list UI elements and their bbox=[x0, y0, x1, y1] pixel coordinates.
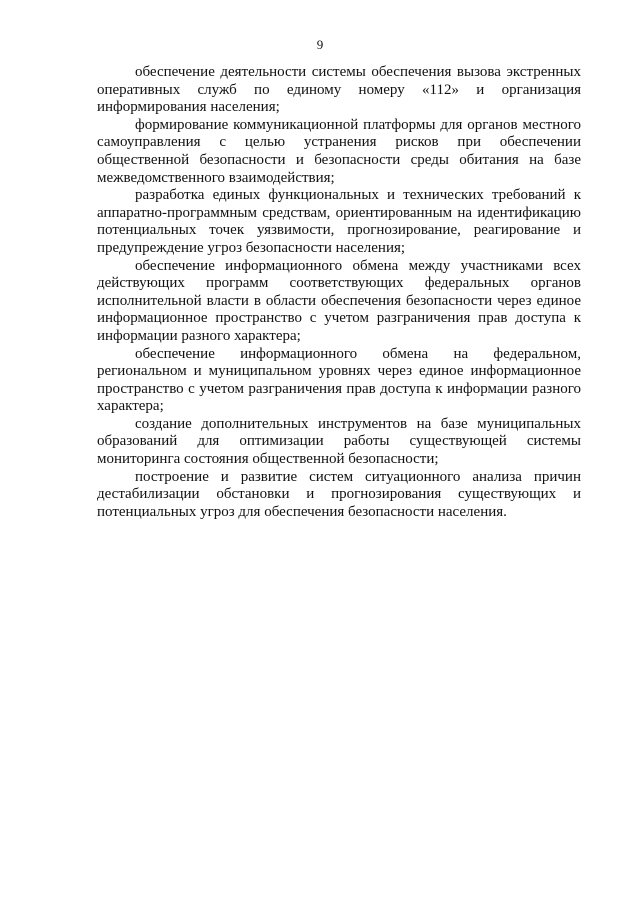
paragraph-1: обеспечение деятельности системы обеспечения вызова экстренных оперативных служб по единому номеру «112» и организация информирования населения; bbox=[97, 64, 581, 116]
page-number: 9 bbox=[316, 37, 324, 52]
paragraph-3: разработка единых функциональных и технических требований к аппаратно-программным средствам, ориентированным на идентификацию потенциальных точек уязвимости, прогнозирование, реагирование и предупреждение угроз безопасности населения; bbox=[97, 187, 581, 256]
paragraph-5: обеспечение информационного обмена на федеральном, региональном и муниципальном уровнях через единое информационное пространство с учетом разграничения прав доступа к информации разного характера; bbox=[97, 345, 581, 415]
paragraph-7: построение и развитие систем ситуационного анализа причин дестабилизации обстановки и прогнозирования существующих и потенциальных угроз для обеспечения безопасности населения. bbox=[97, 468, 581, 520]
document-body bbox=[97, 64, 581, 521]
paragraph-6: создание дополнительных инструментов на базе муниципальных образований для оптимизации работы существующей системы мониторинга состояния общественной безопасности; bbox=[97, 415, 581, 468]
paragraph-2: формирование коммуникационной платформы для органов местного самоуправления с целью устранения рисков при обеспечении общественной безопасности и безопасности среды обитания на базе межведомственного взаимодействия; bbox=[97, 116, 581, 186]
paragraph-4: обеспечение информационного обмена между участниками всех действующих программ соответствующих федеральных органов исполнительной власти в области обеспечения безопасности через единое информационное пространство с учетом разграничения прав доступа к информации разного характера; bbox=[97, 257, 581, 344]
